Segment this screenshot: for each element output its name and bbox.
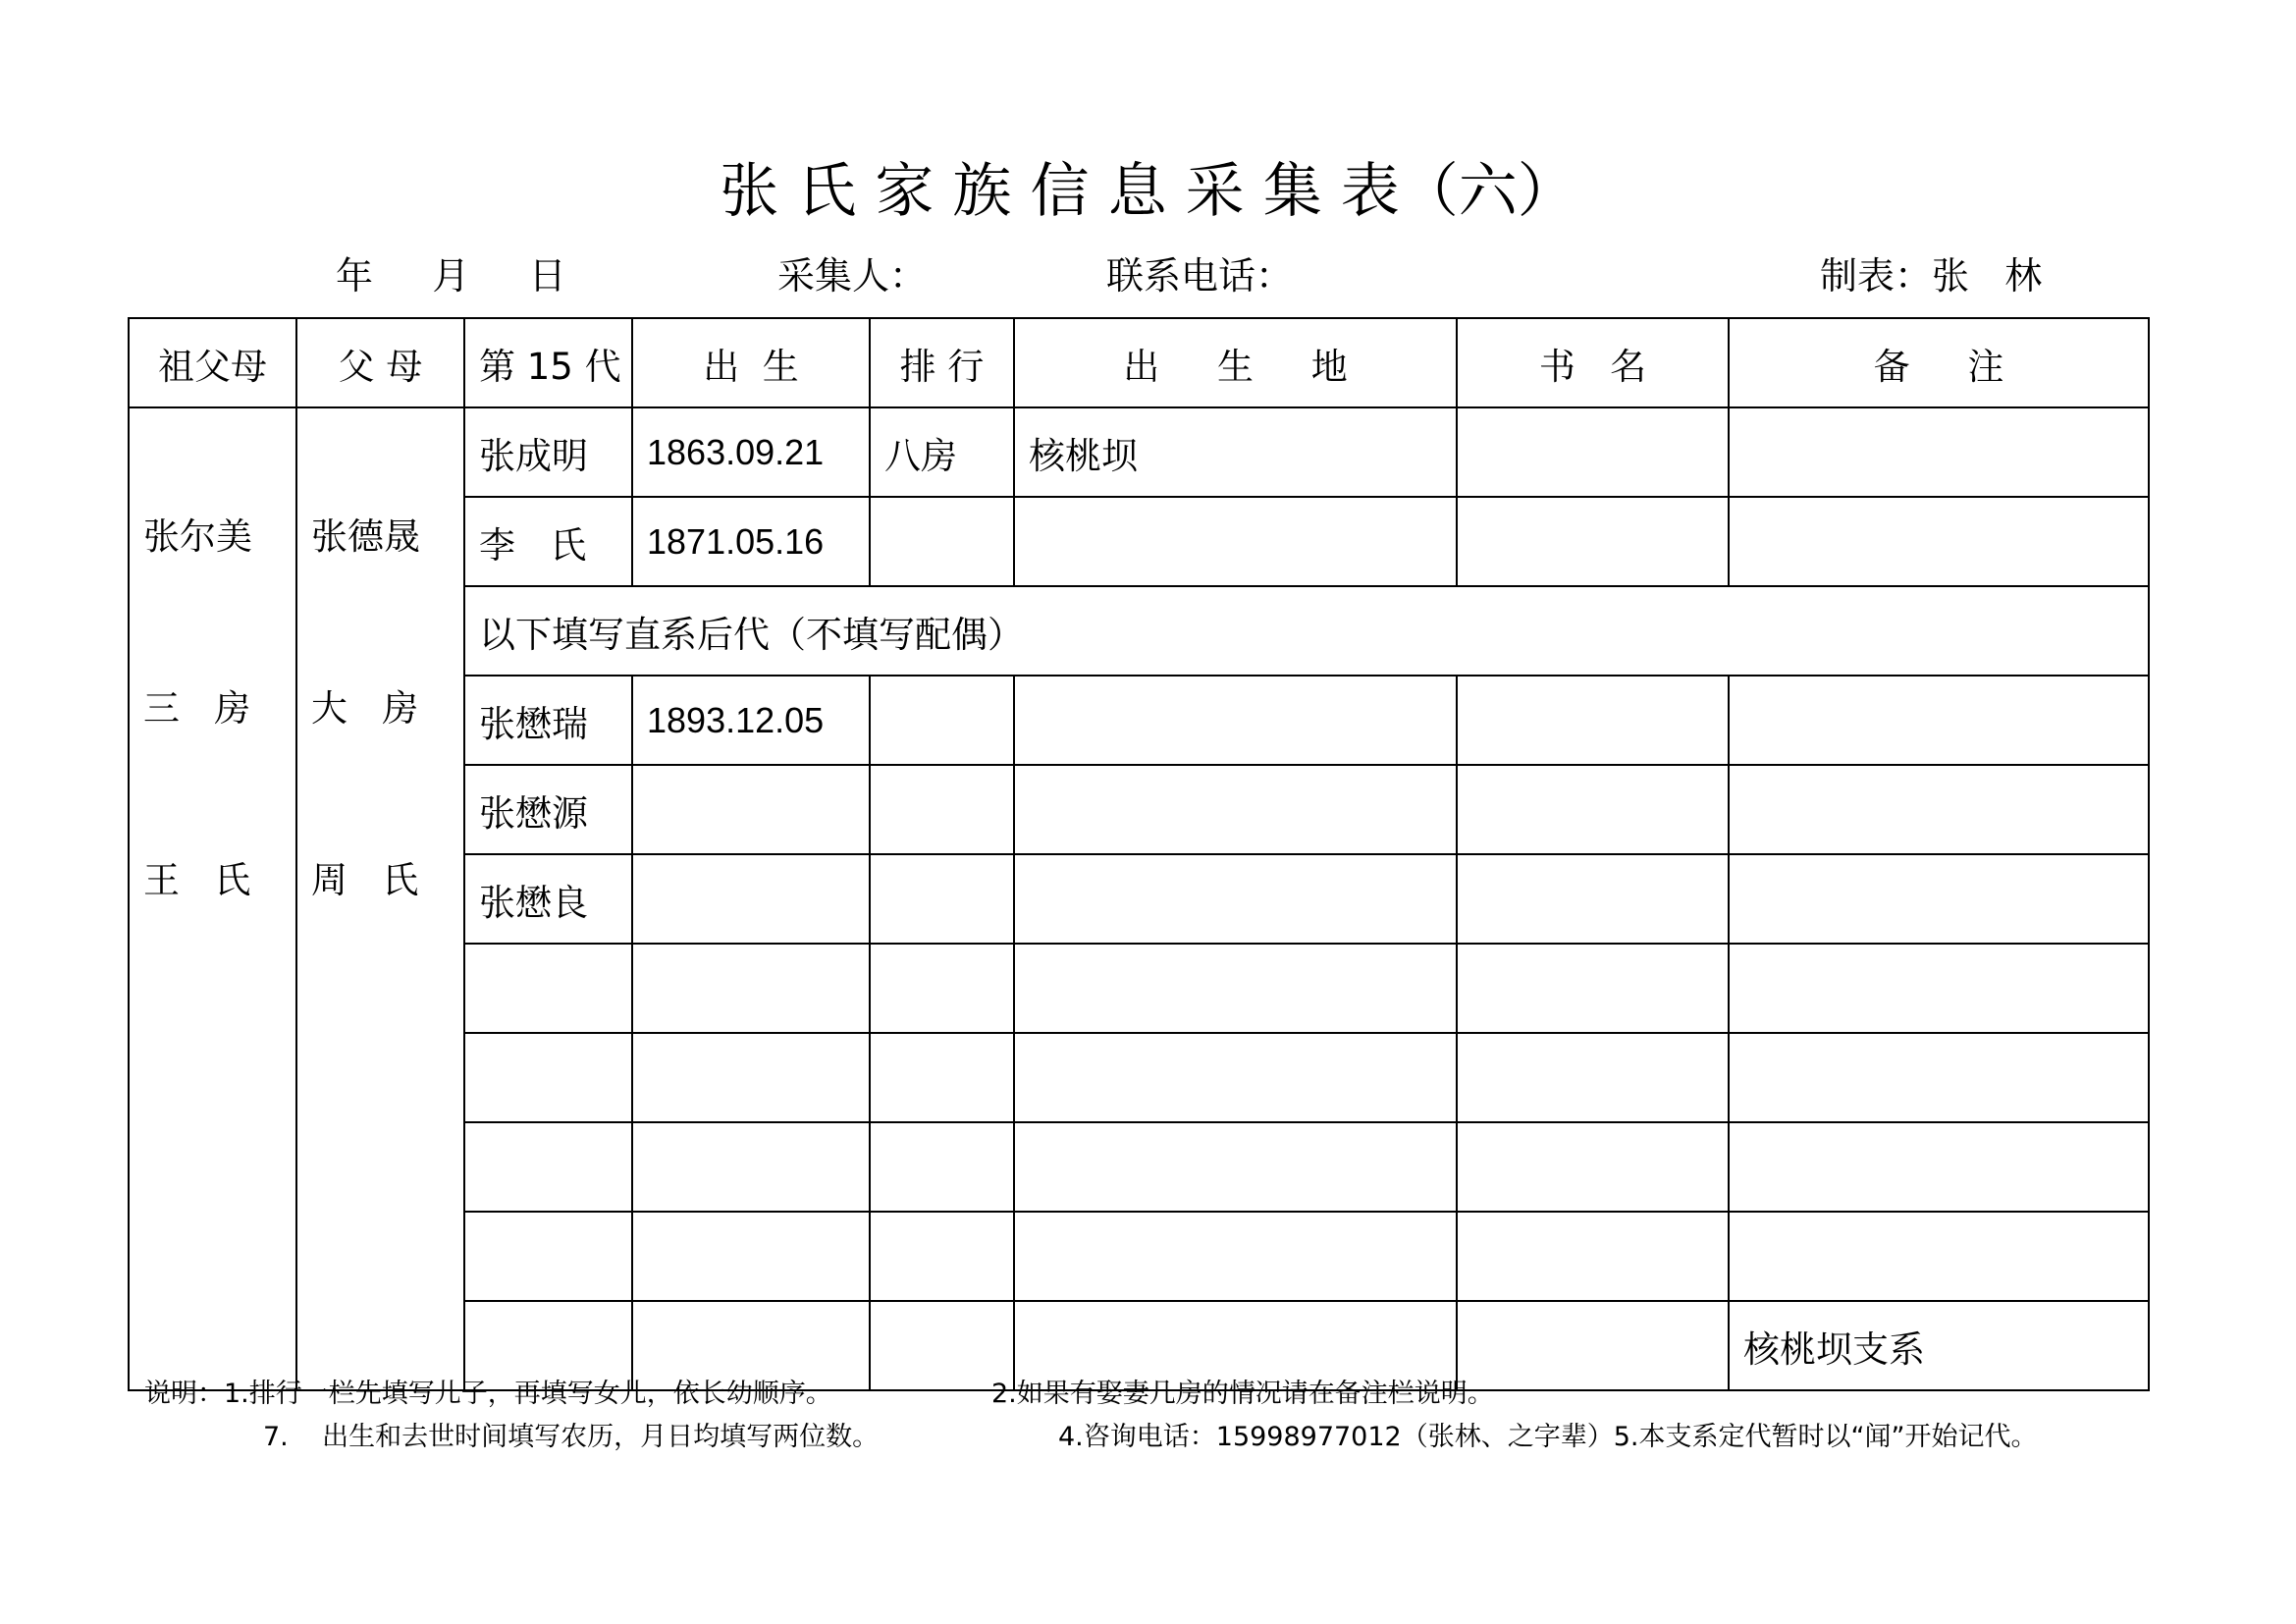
book-name-cell[interactable] [1457, 854, 1729, 944]
rank-cell[interactable] [870, 944, 1014, 1033]
remarks-cell[interactable] [1729, 1033, 2149, 1122]
table-row [129, 407, 2149, 497]
remarks-cell[interactable] [1729, 854, 2149, 944]
header-book-name: 书 名 [1457, 318, 1729, 407]
person-name-cell[interactable]: 张成明 [464, 407, 632, 497]
remarks-cell[interactable] [1729, 676, 2149, 765]
maker-label: 制表：张 林 [1820, 254, 2043, 298]
header-row [129, 318, 2149, 407]
collector-label: 采集人： [777, 254, 928, 298]
book-name-cell[interactable] [1457, 407, 1729, 497]
remarks-cell[interactable] [1729, 407, 2149, 497]
grandparent-name: 张尔美 [143, 515, 252, 558]
book-name-cell[interactable] [1457, 944, 1729, 1033]
birthplace-cell[interactable] [1014, 497, 1457, 586]
parents-cell [296, 407, 464, 1390]
descendant-notice: 以下填写直系后代（不填写配偶） [464, 586, 2149, 676]
book-name-cell[interactable] [1457, 497, 1729, 586]
header-birthplace: 出 生 地 [1014, 318, 1457, 407]
descendant-name-cell[interactable] [464, 1033, 632, 1122]
note-line-1b: 2.如果有娶妻几房的情况请在备注栏说明。 [991, 1379, 1494, 1409]
person-name-cell[interactable]: 李 氏 [464, 497, 632, 586]
rank-cell[interactable] [870, 1212, 1014, 1301]
grandmother-name: 王 氏 [143, 859, 251, 901]
header-parents: 父 母 [296, 318, 464, 407]
birth-date-cell[interactable]: 1863.09.21 [632, 407, 870, 497]
birth-date-cell[interactable] [632, 1122, 870, 1212]
header-generation: 第 15 代 [464, 318, 632, 407]
form-title: 张 氏 家 族 信 息 采 集 表（六） [720, 157, 1576, 226]
birth-date-cell[interactable]: 1893.12.05 [632, 676, 870, 765]
birthplace-cell[interactable] [1014, 676, 1457, 765]
rank-cell[interactable]: 八房 [870, 407, 1014, 497]
rank-cell[interactable] [870, 1033, 1014, 1122]
rank-cell[interactable] [870, 1122, 1014, 1212]
parent-branch: 大 房 [311, 687, 419, 730]
note-line-2b: 4.咨询电话：15998977012（张林、之字辈）5.本支系定代暂时以“闻”开始记代。 [1058, 1422, 2038, 1452]
book-name-cell[interactable] [1457, 1033, 1729, 1122]
birth-date-cell[interactable] [632, 854, 870, 944]
birth-date-cell[interactable] [632, 1212, 870, 1301]
rank-cell[interactable] [870, 854, 1014, 944]
rank-cell[interactable] [870, 676, 1014, 765]
mother-name: 周 氏 [311, 859, 419, 901]
grandparents-cell [129, 407, 296, 1390]
family-info-table [128, 317, 2150, 1391]
birth-date-cell[interactable] [632, 944, 870, 1033]
descendant-name-cell[interactable] [464, 1212, 632, 1301]
descendant-name-cell[interactable]: 张懋瑞 [464, 676, 632, 765]
remarks-cell[interactable] [1729, 944, 2149, 1033]
remarks-cell[interactable] [1729, 765, 2149, 854]
birth-date-cell[interactable]: 1871.05.16 [632, 497, 870, 586]
birth-date-cell[interactable] [632, 765, 870, 854]
header-grandparents: 祖父母 [129, 318, 296, 407]
birthplace-cell[interactable] [1014, 765, 1457, 854]
note-line-2a: 7. 出生和去世时间填写农历，月日均填写两位数。 [263, 1422, 880, 1452]
birthplace-cell[interactable] [1014, 1122, 1457, 1212]
birthplace-cell[interactable] [1014, 854, 1457, 944]
phone-label: 联系电话： [1106, 254, 1294, 298]
date-field-label: 年 月 日 [336, 254, 566, 298]
book-name-cell[interactable] [1457, 1301, 1729, 1390]
grandparent-branch: 三 房 [143, 687, 251, 730]
header-birth: 出 生 [632, 318, 870, 407]
descendant-name-cell[interactable]: 张懋源 [464, 765, 632, 854]
book-name-cell[interactable] [1457, 765, 1729, 854]
descendant-name-cell[interactable] [464, 944, 632, 1033]
rank-cell[interactable] [870, 765, 1014, 854]
descendant-name-cell[interactable] [464, 1122, 632, 1212]
descendant-name-cell[interactable]: 张懋良 [464, 854, 632, 944]
book-name-cell[interactable] [1457, 1122, 1729, 1212]
book-name-cell[interactable] [1457, 1212, 1729, 1301]
remarks-cell[interactable]: 核桃坝支系 [1729, 1301, 2149, 1390]
header-remarks: 备 注 [1729, 318, 2149, 407]
birthplace-cell[interactable] [1014, 944, 1457, 1033]
birthplace-cell[interactable]: 核桃坝 [1014, 407, 1457, 497]
birthplace-cell[interactable] [1014, 1212, 1457, 1301]
birth-date-cell[interactable] [632, 1033, 870, 1122]
rank-cell[interactable] [870, 497, 1014, 586]
parent-name: 张德晟 [311, 515, 420, 558]
note-line-1a: 说明：1.排行一栏先填写儿子，再填写女儿，依长幼顺序。 [144, 1379, 832, 1409]
remarks-cell[interactable] [1729, 1122, 2149, 1212]
header-rank: 排 行 [870, 318, 1014, 407]
birthplace-cell[interactable] [1014, 1033, 1457, 1122]
book-name-cell[interactable] [1457, 676, 1729, 765]
remarks-cell[interactable] [1729, 497, 2149, 586]
remarks-cell[interactable] [1729, 1212, 2149, 1301]
